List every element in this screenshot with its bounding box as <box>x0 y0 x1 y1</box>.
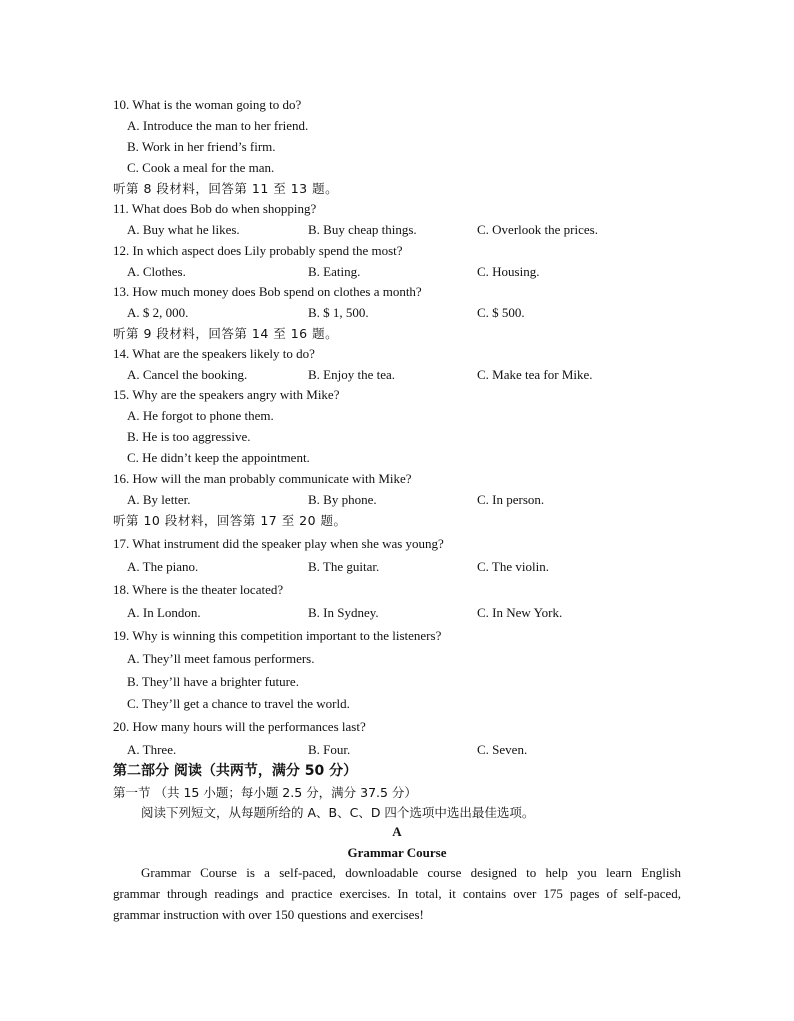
option-10b: B. Work in her friend’s firm. <box>127 139 276 154</box>
passage-letter: A <box>392 824 402 839</box>
option-18c: C. In New York. <box>477 605 563 620</box>
option-17a: A. The piano. <box>127 559 199 574</box>
option-10a: A. Introduce the man to her friend. <box>127 118 309 133</box>
option-16c: C. In person. <box>477 492 545 507</box>
option-14c: C. Make tea for Mike. <box>477 367 593 382</box>
passage-line-3: grammar instruction with over 150 questions and exercises! <box>113 907 424 922</box>
section-heading-9: 听第 9 段材料，回答第 14 至 16 题。 <box>113 326 339 341</box>
option-14a: A. Cancel the booking. <box>127 367 248 382</box>
option-14b: B. Enjoy the tea. <box>308 367 396 382</box>
question-12: 12. In which aspect does Lily probably spend the most? <box>113 243 403 258</box>
option-18b: B. In Sydney. <box>308 605 379 620</box>
option-17c: C. The violin. <box>477 559 549 574</box>
question-10: 10. What is the woman going to do? <box>113 97 302 112</box>
question-14: 14. What are the speakers likely to do? <box>113 346 315 361</box>
question-19: 19. Why is winning this competition important to the listeners? <box>113 628 442 643</box>
option-19c: C. They’ll get a chance to travel the world. <box>127 696 350 711</box>
option-13a: A. $ 2, 000. <box>127 305 189 320</box>
option-11c: C. Overlook the prices. <box>477 222 598 237</box>
passage-title: Grammar Course <box>347 845 447 860</box>
option-19a: A. They’ll meet famous performers. <box>127 651 315 666</box>
option-16a: A. By letter. <box>127 492 191 507</box>
option-20c: C. Seven. <box>477 742 528 757</box>
option-13b: B. $ 1, 500. <box>308 305 369 320</box>
option-15b: B. He is too aggressive. <box>127 429 251 444</box>
passage-line-1: Grammar Course is a self-paced, downloadable course designed to help you learn English <box>141 865 681 880</box>
option-18a: A. In London. <box>127 605 201 620</box>
section-heading-8: 听第 8 段材料，回答第 11 至 13 题。 <box>113 181 339 196</box>
option-13c: C. $ 500. <box>477 305 525 320</box>
question-15: 15. Why are the speakers angry with Mike? <box>113 387 340 402</box>
option-20b: B. Four. <box>308 742 351 757</box>
question-13: 13. How much money does Bob spend on clothes a month? <box>113 284 422 299</box>
option-16b: B. By phone. <box>308 492 377 507</box>
question-17: 17. What instrument did the speaker play when she was young? <box>113 536 444 551</box>
question-18: 18. Where is the theater located? <box>113 582 284 597</box>
question-11: 11. What does Bob do when shopping? <box>113 201 317 216</box>
option-11b: B. Buy cheap things. <box>308 222 417 237</box>
question-20: 20. How many hours will the performances last? <box>113 719 366 734</box>
option-15a: A. He forgot to phone them. <box>127 408 274 423</box>
option-19b: B. They’ll have a brighter future. <box>127 674 299 689</box>
option-12c: C. Housing. <box>477 264 540 279</box>
passage-line-2: grammar through readings and practice exercises. In total, it contains over 175 pages of self-paced, <box>113 886 681 901</box>
option-12b: B. Eating. <box>308 264 361 279</box>
option-11a: A. Buy what he likes. <box>127 222 240 237</box>
section-heading-10: 听第 10 段材料，回答第 17 至 20 题。 <box>113 513 347 528</box>
option-17b: B. The guitar. <box>308 559 380 574</box>
part-two-heading: 第二部分 阅读（共两节，满分 50 分） <box>113 763 358 779</box>
option-10c: C. Cook a meal for the man. <box>127 160 275 175</box>
question-16: 16. How will the man probably communicate with Mike? <box>113 471 412 486</box>
reading-instruction: 阅读下列短文，从每题所给的 A、B、C、D 四个选项中选出最佳选项。 <box>141 805 535 820</box>
option-12a: A. Clothes. <box>127 264 186 279</box>
section-one-heading: 第一节 （共 15 小题；每小题 2.5 分，满分 37.5 分） <box>113 785 417 800</box>
option-15c: C. He didn’t keep the appointment. <box>127 450 310 465</box>
option-20a: A. Three. <box>127 742 177 757</box>
